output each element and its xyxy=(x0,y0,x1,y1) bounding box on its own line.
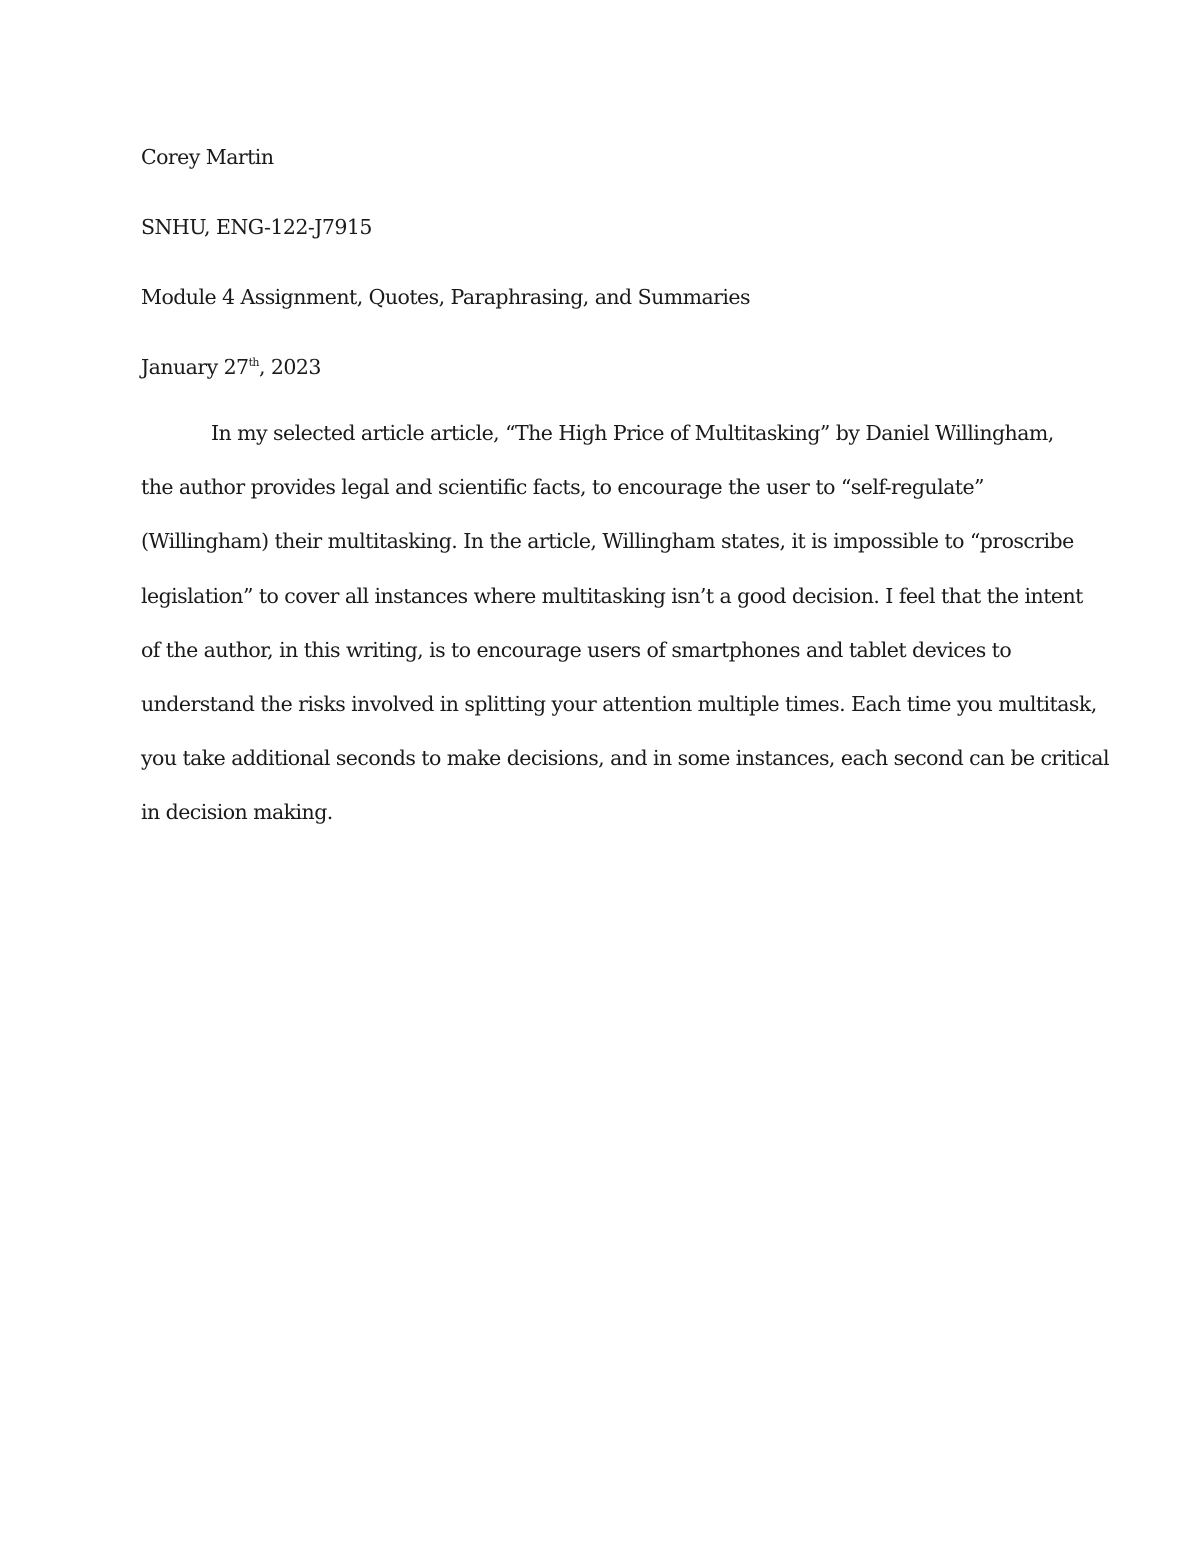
submission-date xyxy=(141,348,1071,406)
author-name: Corey Martin xyxy=(141,145,274,169)
paragraph-line: the author provides legal and scientific facts, to encourage the user to “self-regulate” xyxy=(141,475,984,500)
paragraph-line: of the author, in this writing, is to encourage users of smartphones and tablet devices to xyxy=(141,637,1012,662)
course-info: SNHU, ENG-122-J7915 xyxy=(141,215,372,239)
paragraph-line: legislation” to cover all instances where multitasking isn’t a good decision. I feel that the intent xyxy=(141,583,1083,608)
date-text: January 27 xyxy=(141,355,249,379)
date-ordinal-superscript: th xyxy=(248,356,259,369)
body-paragraph xyxy=(141,406,1109,840)
paragraph-line: In my selected article article, “The High Price of Multitasking” by Daniel Willingham, xyxy=(211,421,1054,445)
document-text xyxy=(141,138,1109,840)
paragraph-line: understand the risks involved in splitting your attention multiple times. Each time you multitask, xyxy=(141,691,1097,716)
paragraph-line: in decision making. xyxy=(141,800,333,825)
date-year: , 2023 xyxy=(258,355,321,379)
assignment-title: Module 4 Assignment, Quotes, Paraphrasing, and Summaries xyxy=(141,285,750,309)
paragraph-line: (Willingham) their multitasking. In the article, Willingham states, it is impossible to “proscribe xyxy=(141,529,1074,554)
paragraph-line: you take additional seconds to make decisions, and in some instances, each second can be critical xyxy=(141,746,1109,771)
